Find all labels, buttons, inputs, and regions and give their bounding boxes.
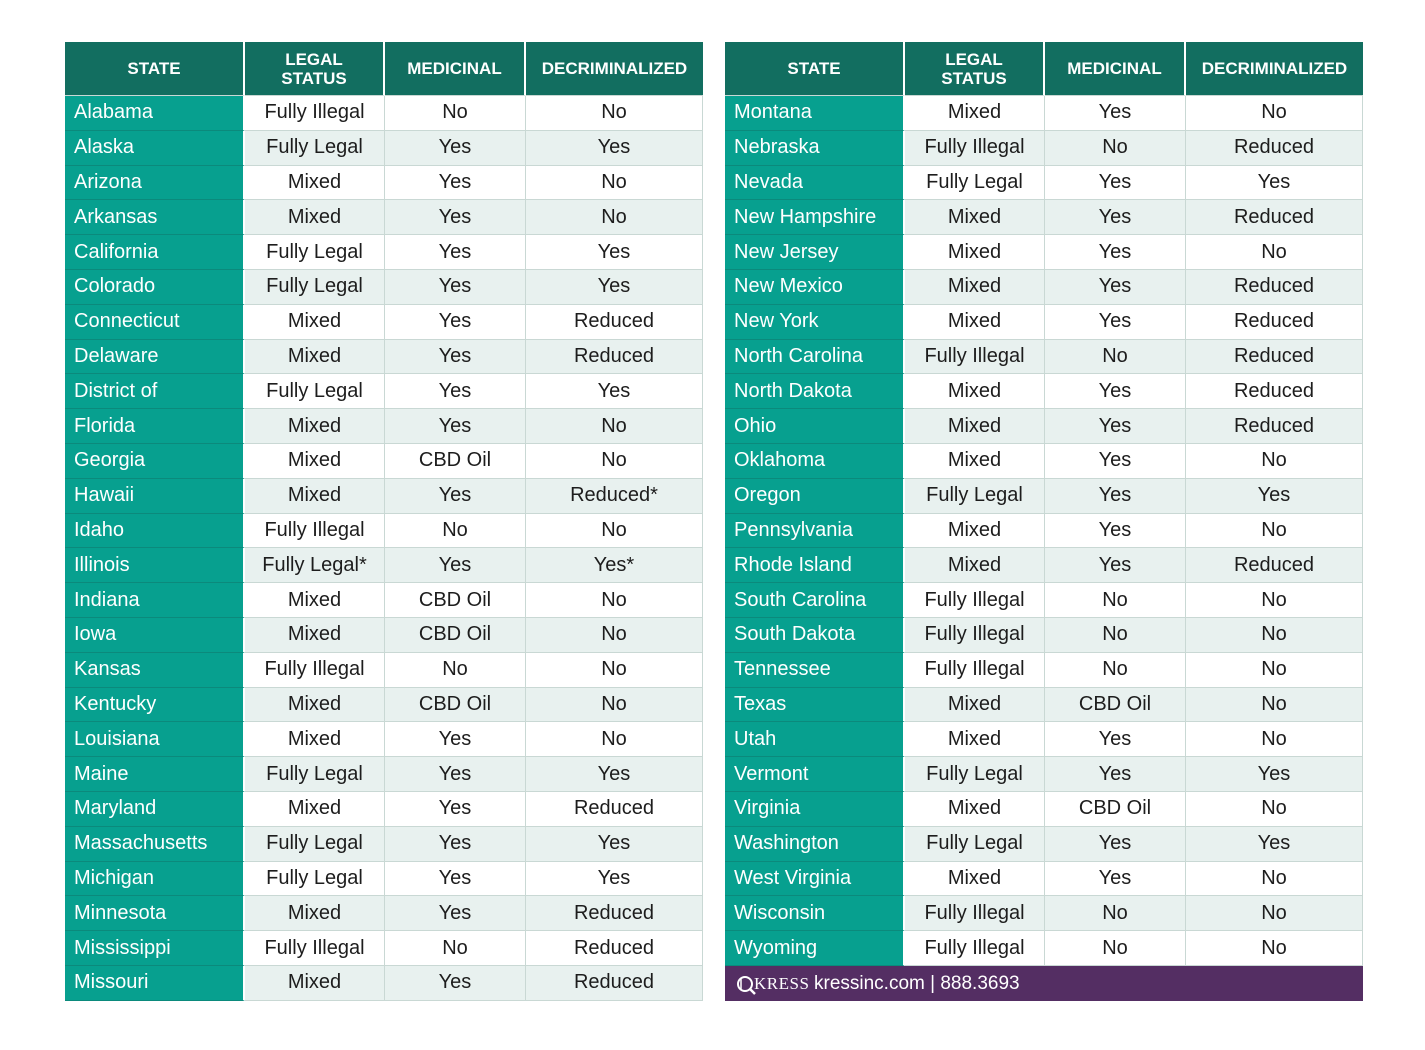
medicinal-cell: Yes <box>1045 722 1186 757</box>
medicinal-cell: Yes <box>385 548 526 583</box>
medicinal-cell: Yes <box>1045 305 1186 340</box>
medicinal-cell: Yes <box>1045 444 1186 479</box>
medicinal-cell: Yes <box>385 166 526 201</box>
medicinal-cell: Yes <box>1045 96 1186 131</box>
state-cell: Mississippi <box>65 931 245 966</box>
legal-status-cell: Mixed <box>905 688 1045 723</box>
table-row <box>65 166 703 201</box>
medicinal-cell: Yes <box>385 479 526 514</box>
decriminalized-cell: No <box>526 166 703 201</box>
state-cell: Oklahoma <box>725 444 905 479</box>
medicinal-cell: Yes <box>1045 827 1186 862</box>
state-cell: Missouri <box>65 966 245 1001</box>
table-row <box>65 827 703 862</box>
decriminalized-cell: No <box>526 444 703 479</box>
table-row <box>725 653 1363 688</box>
legal-status-cell: Fully Legal <box>905 166 1045 201</box>
state-cell: Louisiana <box>65 722 245 757</box>
state-cell: Idaho <box>65 514 245 549</box>
medicinal-cell: Yes <box>385 966 526 1001</box>
legal-status-cell: Fully Illegal <box>245 514 385 549</box>
table-row <box>65 340 703 375</box>
decriminalized-cell: Yes* <box>526 548 703 583</box>
medicinal-cell: CBD Oil <box>1045 792 1186 827</box>
table-row <box>65 235 703 270</box>
decriminalized-cell: Yes <box>1186 827 1363 862</box>
table-row <box>725 548 1363 583</box>
table-body <box>725 96 1363 966</box>
decriminalized-cell: Yes <box>526 270 703 305</box>
table-row <box>65 514 703 549</box>
legal-status-cell: Mixed <box>905 270 1045 305</box>
medicinal-cell: Yes <box>385 374 526 409</box>
medicinal-cell: Yes <box>385 757 526 792</box>
legal-status-cell: Fully Illegal <box>905 340 1045 375</box>
legal-status-cell: Mixed <box>245 966 385 1001</box>
state-cell: Arizona <box>65 166 245 201</box>
state-cell: Pennsylvania <box>725 514 905 549</box>
table-row <box>65 583 703 618</box>
decriminalized-cell: No <box>526 96 703 131</box>
decriminalized-cell: Reduced <box>1186 270 1363 305</box>
table-row <box>725 131 1363 166</box>
state-cell: Kentucky <box>65 688 245 723</box>
medicinal-cell: Yes <box>1045 270 1186 305</box>
legal-status-cell: Fully Legal <box>905 827 1045 862</box>
medicinal-cell: Yes <box>385 896 526 931</box>
medicinal-cell: No <box>1045 131 1186 166</box>
medicinal-cell: CBD Oil <box>385 583 526 618</box>
medicinal-cell: Yes <box>1045 757 1186 792</box>
legal-status-cell: Mixed <box>905 374 1045 409</box>
state-cell: Utah <box>725 722 905 757</box>
table-row <box>725 96 1363 131</box>
state-cell: Nebraska <box>725 131 905 166</box>
state-cell: New York <box>725 305 905 340</box>
medicinal-cell: No <box>1045 896 1186 931</box>
decriminalized-cell: No <box>1186 444 1363 479</box>
decriminalized-cell: No <box>526 409 703 444</box>
legal-status-cell: Fully Legal* <box>245 548 385 583</box>
table-row <box>65 96 703 131</box>
legal-status-cell: Fully Legal <box>245 862 385 897</box>
legal-status-cell: Mixed <box>245 479 385 514</box>
state-cell: Wyoming <box>725 931 905 966</box>
state-cell: Texas <box>725 688 905 723</box>
table-row <box>725 235 1363 270</box>
decriminalized-cell: No <box>526 583 703 618</box>
table-row <box>725 166 1363 201</box>
decriminalized-cell: Reduced <box>1186 374 1363 409</box>
medicinal-cell: Yes <box>385 305 526 340</box>
state-cell: New Hampshire <box>725 200 905 235</box>
decriminalized-cell: Reduced <box>1186 340 1363 375</box>
state-cell: Hawaii <box>65 479 245 514</box>
table-row <box>65 792 703 827</box>
state-cell: Tennessee <box>725 653 905 688</box>
table-row <box>725 757 1363 792</box>
table-row <box>725 862 1363 897</box>
medicinal-cell: No <box>385 653 526 688</box>
legal-status-cell: Mixed <box>245 409 385 444</box>
medicinal-cell: Yes <box>385 131 526 166</box>
medicinal-cell: Yes <box>385 340 526 375</box>
legal-status-cell: Mixed <box>245 166 385 201</box>
legal-status-cell: Mixed <box>245 340 385 375</box>
legal-status-cell: Mixed <box>905 548 1045 583</box>
header-state: STATE <box>725 42 905 96</box>
legal-status-cell: Mixed <box>905 444 1045 479</box>
decriminalized-cell: No <box>1186 583 1363 618</box>
table-row <box>65 131 703 166</box>
medicinal-cell: Yes <box>385 235 526 270</box>
header-state: STATE <box>65 42 245 96</box>
header-decriminalized: DECRIMINALIZED <box>1186 42 1363 96</box>
medicinal-cell: CBD Oil <box>1045 688 1186 723</box>
decriminalized-cell: No <box>1186 514 1363 549</box>
medicinal-cell: CBD Oil <box>385 444 526 479</box>
state-cell: Minnesota <box>65 896 245 931</box>
legal-status-cell: Mixed <box>245 722 385 757</box>
legal-status-cell: Fully Legal <box>905 757 1045 792</box>
medicinal-cell: No <box>1045 931 1186 966</box>
medicinal-cell: Yes <box>1045 548 1186 583</box>
logo-wordmark: KRESS <box>754 973 810 993</box>
state-cell: Arkansas <box>65 200 245 235</box>
legal-status-cell: Fully Illegal <box>905 131 1045 166</box>
medicinal-cell: Yes <box>1045 200 1186 235</box>
table-body <box>65 96 703 1001</box>
state-cell: Connecticut <box>65 305 245 340</box>
decriminalized-cell: No <box>1186 931 1363 966</box>
state-cell: South Dakota <box>725 618 905 653</box>
table-header <box>725 42 1363 96</box>
medicinal-cell: Yes <box>385 722 526 757</box>
medicinal-cell: No <box>385 931 526 966</box>
decriminalized-cell: No <box>1186 618 1363 653</box>
table-row <box>725 722 1363 757</box>
medicinal-cell: Yes <box>385 409 526 444</box>
table-row <box>65 688 703 723</box>
right-table <box>725 42 1363 966</box>
state-cell: Washington <box>725 827 905 862</box>
decriminalized-cell: Yes <box>526 131 703 166</box>
legal-status-cell: Mixed <box>905 409 1045 444</box>
medicinal-cell: Yes <box>1045 235 1186 270</box>
medicinal-cell: Yes <box>385 792 526 827</box>
state-cell: Florida <box>65 409 245 444</box>
table-row <box>725 583 1363 618</box>
state-cell: California <box>65 235 245 270</box>
table-header <box>65 42 703 96</box>
header-legal-status: LEGAL STATUS <box>245 42 385 96</box>
state-cell: Alabama <box>65 96 245 131</box>
state-cell: West Virginia <box>725 862 905 897</box>
table-row <box>725 409 1363 444</box>
state-cell: Kansas <box>65 653 245 688</box>
legal-status-cell: Fully Legal <box>245 131 385 166</box>
medicinal-cell: Yes <box>1045 409 1186 444</box>
state-cell: North Carolina <box>725 340 905 375</box>
medicinal-cell: Yes <box>1045 514 1186 549</box>
decriminalized-cell: No <box>526 688 703 723</box>
decriminalized-cell: Yes <box>526 374 703 409</box>
table-row <box>725 200 1363 235</box>
table-row <box>65 896 703 931</box>
state-cell: District of <box>65 374 245 409</box>
state-cell: New Mexico <box>725 270 905 305</box>
footer-bar <box>725 966 1363 1001</box>
decriminalized-cell: No <box>526 618 703 653</box>
decriminalized-cell: Yes <box>526 757 703 792</box>
state-cell: Iowa <box>65 618 245 653</box>
decriminalized-cell: No <box>526 653 703 688</box>
state-cell: Montana <box>725 96 905 131</box>
medicinal-cell: No <box>1045 340 1186 375</box>
table-row <box>725 305 1363 340</box>
table-row <box>725 374 1363 409</box>
legal-status-cell: Fully Legal <box>245 374 385 409</box>
medicinal-cell: Yes <box>385 200 526 235</box>
state-cell: Alaska <box>65 131 245 166</box>
decriminalized-cell: No <box>526 200 703 235</box>
state-cell: Georgia <box>65 444 245 479</box>
header-medicinal: MEDICINAL <box>1045 42 1186 96</box>
state-cell: South Carolina <box>725 583 905 618</box>
legal-status-cell: Mixed <box>245 618 385 653</box>
kress-logo <box>736 973 814 995</box>
medicinal-cell: Yes <box>385 862 526 897</box>
state-cell: Maine <box>65 757 245 792</box>
legal-status-cell: Mixed <box>245 583 385 618</box>
legal-status-cell: Fully Legal <box>245 827 385 862</box>
table-row <box>65 374 703 409</box>
table-row <box>65 722 703 757</box>
decriminalized-cell: Reduced <box>526 966 703 1001</box>
legal-status-cell: Mixed <box>905 514 1045 549</box>
legal-status-cell: Mixed <box>905 235 1045 270</box>
medicinal-cell: No <box>1045 618 1186 653</box>
decriminalized-cell: Reduced <box>526 305 703 340</box>
decriminalized-cell: Reduced <box>526 931 703 966</box>
state-cell: Indiana <box>65 583 245 618</box>
table-row <box>725 688 1363 723</box>
decriminalized-cell: Reduced <box>526 896 703 931</box>
decriminalized-cell: Reduced <box>526 340 703 375</box>
state-cell: North Dakota <box>725 374 905 409</box>
state-cell: Oregon <box>725 479 905 514</box>
table-row <box>65 305 703 340</box>
decriminalized-cell: No <box>526 722 703 757</box>
medicinal-cell: Yes <box>1045 374 1186 409</box>
decriminalized-cell: No <box>1186 862 1363 897</box>
legal-status-cell: Mixed <box>905 722 1045 757</box>
legal-status-cell: Mixed <box>905 305 1045 340</box>
medicinal-cell: Yes <box>1045 166 1186 201</box>
legal-status-cell: Fully Illegal <box>245 653 385 688</box>
table-row <box>725 827 1363 862</box>
header-decriminalized: DECRIMINALIZED <box>526 42 703 96</box>
header-medicinal: MEDICINAL <box>385 42 526 96</box>
decriminalized-cell: No <box>1186 653 1363 688</box>
table-row <box>65 931 703 966</box>
medicinal-cell: No <box>385 514 526 549</box>
legal-status-cell: Fully Legal <box>245 235 385 270</box>
legal-status-cell: Mixed <box>905 792 1045 827</box>
medicinal-cell: Yes <box>385 270 526 305</box>
decriminalized-cell: No <box>526 514 703 549</box>
decriminalized-cell: Reduced <box>1186 409 1363 444</box>
legal-status-cell: Mixed <box>245 688 385 723</box>
table-row <box>65 757 703 792</box>
table-row <box>725 931 1363 966</box>
table-row <box>65 200 703 235</box>
decriminalized-cell: No <box>1186 96 1363 131</box>
decriminalized-cell: Reduced* <box>526 479 703 514</box>
table-row <box>65 270 703 305</box>
state-cell: Michigan <box>65 862 245 897</box>
table-row <box>725 444 1363 479</box>
state-cell: Wisconsin <box>725 896 905 931</box>
table-row <box>725 896 1363 931</box>
decriminalized-cell: No <box>1186 722 1363 757</box>
decriminalized-cell: Yes <box>1186 757 1363 792</box>
table-row <box>65 479 703 514</box>
state-cell: Maryland <box>65 792 245 827</box>
legal-status-cell: Fully Illegal <box>905 653 1045 688</box>
legal-status-cell: Fully Illegal <box>905 896 1045 931</box>
state-cell: Illinois <box>65 548 245 583</box>
table-row <box>725 618 1363 653</box>
state-cell: Virginia <box>725 792 905 827</box>
state-cell: Ohio <box>725 409 905 444</box>
table-row <box>65 618 703 653</box>
state-cell: Rhode Island <box>725 548 905 583</box>
state-cell: Vermont <box>725 757 905 792</box>
legal-status-cell: Mixed <box>245 444 385 479</box>
decriminalized-cell: Yes <box>526 235 703 270</box>
decriminalized-cell: Reduced <box>1186 305 1363 340</box>
decriminalized-cell: Reduced <box>1186 200 1363 235</box>
legal-status-cell: Fully Illegal <box>245 931 385 966</box>
legal-status-cell: Fully Illegal <box>905 618 1045 653</box>
state-cell: Delaware <box>65 340 245 375</box>
decriminalized-cell: Yes <box>1186 166 1363 201</box>
legal-status-cell: Fully Illegal <box>905 931 1045 966</box>
contact-info: kressinc.com | 888.3693 <box>814 972 1020 994</box>
table-row <box>725 792 1363 827</box>
decriminalized-cell: No <box>1186 792 1363 827</box>
medicinal-cell: No <box>385 96 526 131</box>
legal-status-cell: Mixed <box>245 896 385 931</box>
decriminalized-cell: Reduced <box>1186 548 1363 583</box>
state-cell: Nevada <box>725 166 905 201</box>
table-row <box>725 479 1363 514</box>
state-cell: New Jersey <box>725 235 905 270</box>
table-row <box>725 270 1363 305</box>
medicinal-cell: No <box>1045 583 1186 618</box>
medicinal-cell: Yes <box>385 827 526 862</box>
kress-logo-icon <box>736 973 756 995</box>
legal-status-cell: Mixed <box>245 305 385 340</box>
medicinal-cell: CBD Oil <box>385 688 526 723</box>
legal-status-cell: Fully Legal <box>905 479 1045 514</box>
header-legal-status: LEGAL STATUS <box>905 42 1045 96</box>
legal-status-cell: Mixed <box>245 200 385 235</box>
legal-status-cell: Fully Legal <box>245 270 385 305</box>
decriminalized-cell: No <box>1186 235 1363 270</box>
table-row <box>65 444 703 479</box>
decriminalized-cell: Yes <box>526 862 703 897</box>
decriminalized-cell: Reduced <box>526 792 703 827</box>
decriminalized-cell: Reduced <box>1186 131 1363 166</box>
legal-status-cell: Fully Illegal <box>905 583 1045 618</box>
left-table <box>65 42 703 1001</box>
table-row <box>65 862 703 897</box>
legal-status-cell: Mixed <box>905 862 1045 897</box>
legal-status-cell: Fully Legal <box>245 757 385 792</box>
medicinal-cell: CBD Oil <box>385 618 526 653</box>
decriminalized-cell: No <box>1186 688 1363 723</box>
decriminalized-cell: No <box>1186 896 1363 931</box>
table-row <box>725 340 1363 375</box>
medicinal-cell: Yes <box>1045 862 1186 897</box>
medicinal-cell: No <box>1045 653 1186 688</box>
legal-status-cell: Fully Illegal <box>245 96 385 131</box>
decriminalized-cell: Yes <box>1186 479 1363 514</box>
state-cell: Colorado <box>65 270 245 305</box>
table-row <box>65 409 703 444</box>
table-row <box>65 548 703 583</box>
table-row <box>725 514 1363 549</box>
decriminalized-cell: Yes <box>526 827 703 862</box>
legal-status-cell: Mixed <box>245 792 385 827</box>
legal-status-cell: Mixed <box>905 96 1045 131</box>
legal-status-cell: Mixed <box>905 200 1045 235</box>
state-cell: Massachusetts <box>65 827 245 862</box>
medicinal-cell: Yes <box>1045 479 1186 514</box>
table-row <box>65 653 703 688</box>
table-row <box>65 966 703 1001</box>
